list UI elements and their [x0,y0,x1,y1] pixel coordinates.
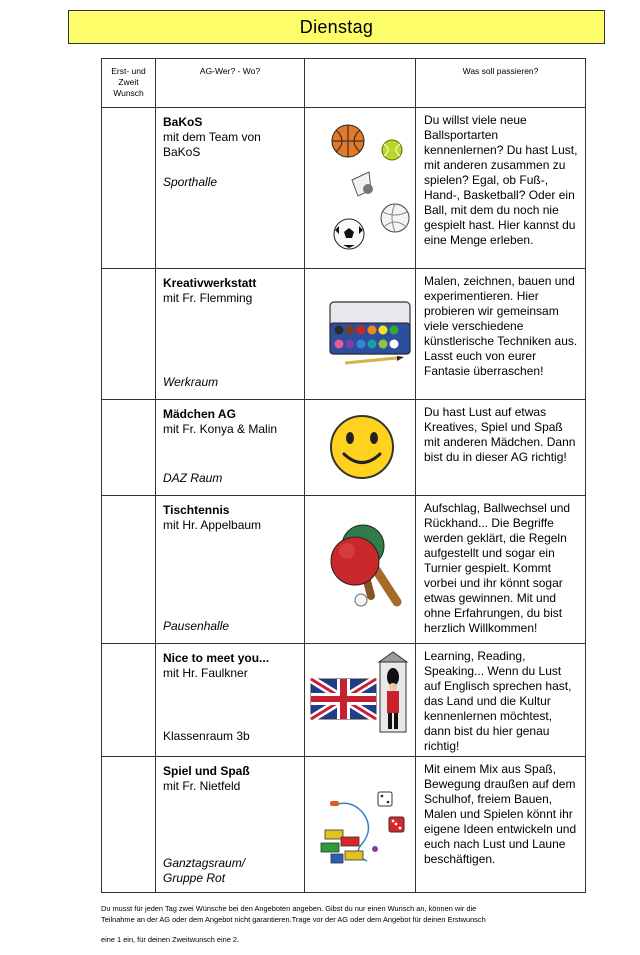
ag-teacher: mit Fr. Nietfeld [163,779,241,793]
ag-cell [156,644,305,757]
picture-cell [305,269,416,400]
table-tennis-icon [305,496,416,644]
ag-name: Mädchen AG [163,407,236,421]
ag-cell [156,269,305,400]
ag-room: Ganztagsraum/ Gruppe Rot [163,856,246,885]
ag-room: DAZ Raum [163,471,223,485]
table-row [102,644,586,757]
ag-name: Nice to meet you... [163,651,270,665]
picture-cell [305,496,416,644]
table-header-row [102,59,586,108]
ag-name: Spiel und Spaß [163,764,250,778]
picture-cell [305,400,416,496]
header-ag-who-where: AG-Wer? - Wo? [156,59,305,108]
table-row [102,269,586,400]
wish-input-cell[interactable] [102,400,156,496]
description-cell: Du hast Lust auf etwas Kreatives, Spiel und Spaß mit anderen Mädchen. Dann bist du in dieser AG richtig! [416,400,586,496]
sports-balls-icon [305,108,416,269]
ag-cell [156,757,305,893]
table-row [102,757,586,893]
picture-cell [305,108,416,269]
ag-teacher: mit dem Team von BaKoS [163,130,261,159]
ag-teacher: mit Fr. Konya & Malin [163,422,278,436]
ag-room: Pausenhalle [163,619,230,633]
wish-input-cell[interactable] [102,269,156,400]
header-wish: Erst- und Zweit Wunsch [102,59,156,108]
description-cell: Mit einem Mix aus Spaß, Bewegung draußen auf dem Schulhof, freiem Bauen, Malen und Spielen könnt ihr eigene Ideen entwickeln und euch nach Lust und Laune beschäftigen. [416,757,586,893]
ag-name: Kreativwerkstatt [163,276,257,290]
ag-teacher: mit Hr. Appelbaum [163,518,262,532]
ag-table [101,58,586,893]
ag-cell [156,108,305,269]
table-row [102,400,586,496]
wish-input-cell[interactable] [102,757,156,893]
ag-room: Werkraum [163,375,219,389]
paint-box-icon [305,269,416,400]
header-picture [305,59,416,108]
description-cell: Aufschlag, Ballwechsel und Rückhand... Die Begriffe werden geklärt, die Regeln aufgestellt und sogar ein Turnier gespielt. Kommt vorbei und ihr könnt sogar etwas gewinnen. Mit und ohne Erfahrungen, du bist herzlich Willkommen! [416,496,586,644]
british-flag-guard-icon [305,644,416,757]
wish-input-cell[interactable] [102,496,156,644]
footer-line: Du musst für jeden Tag zwei Wünsche bei den Angeboten angeben. Gibst du nur einen Wunsch an, können wir die [101,904,477,913]
footer-line: eine 1 ein, für deinen Zweitwunsch eine 2. [101,935,240,944]
ag-room: Sporthalle [163,175,218,189]
footer-line: Teilnahme an der AG oder dem Angebot nicht garantieren.Trage vor der AG oder dem Angebot für deinen Erstwunsch [101,915,486,924]
picture-cell [305,757,416,893]
ag-name: BaKoS [163,115,203,129]
description-cell: Malen, zeichnen, bauen und experimentieren. Hier probieren wir gemeinsam viele verschiedene künstlerische Techniken aus. Lasst euch von eurer Fantasie überraschen! [416,269,586,400]
picture-cell [305,644,416,757]
ag-cell [156,496,305,644]
ag-cell [156,400,305,496]
smiley-icon [305,400,416,496]
wish-input-cell[interactable] [102,108,156,269]
footer-note [101,903,606,945]
description-cell: Du willst viele neue Ballsportarten kennenlernen? Du hast Lust, mit anderen zusammen zu spielen? Egal, ob Fuß-, Hand-, Basketball? Oder ein Ball, mit dem du noch nie gespielt hast. Hier kannst du eine Menge erleben. [416,108,586,269]
table-row [102,108,586,269]
table-row [102,496,586,644]
description-cell: Learning, Reading, Speaking... Wenn du Lust auf Englisch sprechen hast, das Land und die Kultur kennenlernen möchtest, dann bist du hier genau richtig! [416,644,586,757]
ag-teacher: mit Fr. Flemming [163,291,253,305]
page-title: Dienstag [68,10,605,44]
ag-room: Klassenraum 3b [163,729,250,743]
header-what-happens: Was soll passieren? [416,59,586,108]
ag-name: Tischtennis [163,503,230,517]
ag-teacher: mit Hr. Faulkner [163,666,248,680]
wish-input-cell[interactable] [102,644,156,757]
toys-icon [305,757,416,893]
